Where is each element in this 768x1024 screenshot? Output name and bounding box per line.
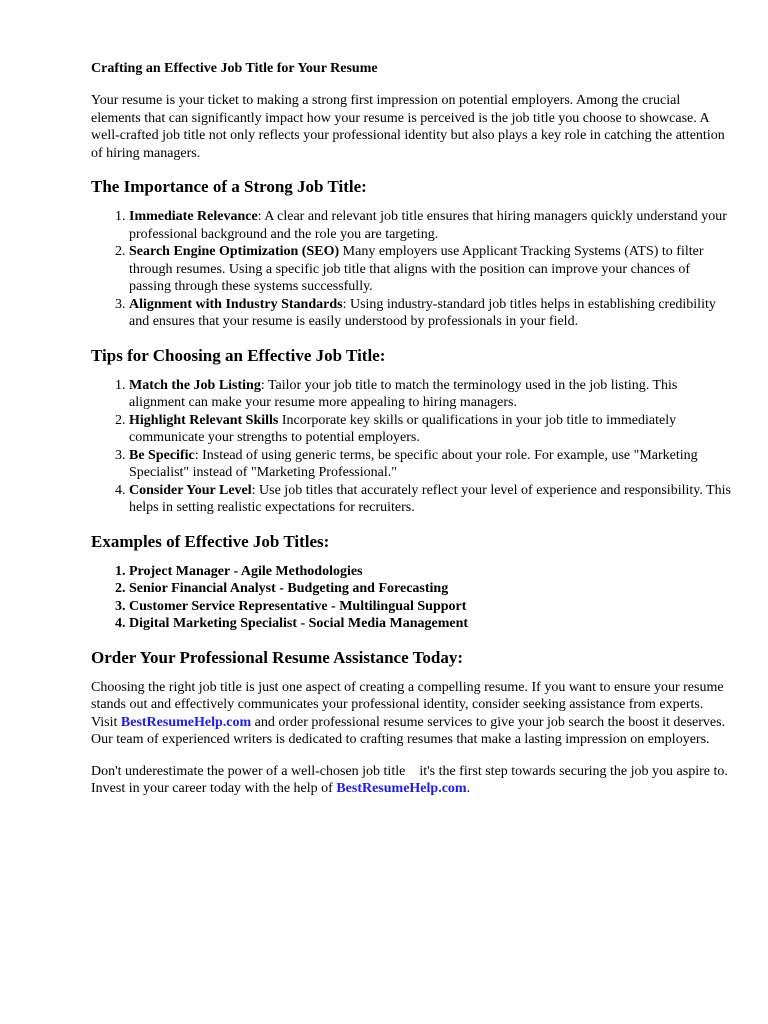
order-heading: Order Your Professional Resume Assistance Today: — [91, 647, 463, 667]
order-p1-before: Choosing the right job title is just one aspect of creating a compelling resume. If you want to ensure your resume stands out and effectively communicates your professional identity, consider seeking assistance from experts. Visit — [91, 679, 724, 730]
list-item — [129, 412, 731, 447]
list-item-text: Incorporate key skills or qualifications in your job title to immediately communicate your strengths to potential employers. — [129, 412, 677, 445]
list-item-text: : Use job titles that accurately reflect your level of experience and responsibility. This helps in setting realistic expectations for recruiters. — [129, 482, 731, 515]
list-item-text: Many employers use Applicant Tracking Systems (ATS) to filter through resumes. Using a specific job title that aligns with the position can improve your chances of passing through these systems successfully. — [129, 244, 704, 294]
order-p2-before: Don't underestimate the power of a well-chosen job title — [91, 763, 406, 779]
list-item-term: Consider Your Level — [129, 482, 252, 498]
examples-heading: Examples of Effective Job Titles: — [91, 531, 330, 551]
example-title-item: 3. Customer Service Representative - Multilingual Support — [129, 598, 731, 616]
order-p2-after: . — [466, 781, 471, 796]
bestresumehelp-link[interactable]: BestResumeHelp.com — [120, 714, 252, 730]
example-title-item: 1. Project Manager - Agile Methodologies — [129, 563, 731, 581]
list-item-text: : Tailor your job title to match the terminology used in the job listing. This alignment can make your resume more appealing to hiring managers. — [129, 377, 678, 410]
list-item-term: Search Engine Optimization (SEO) — [129, 244, 340, 259]
intro-paragraph: Your resume is your ticket to making a strong first impression on potential employers. Among the crucial elements that can significantly impact how your resume is perceived is the job title you choose to showcase. A well-crafted job title not only reflects your professional identity but also plays a key role in catching the attention of hiring managers. — [91, 93, 725, 161]
example-title-item: 2. Senior Financial Analyst - Budgeting and Forecasting — [129, 580, 731, 598]
list-item-text: : Using industry-standard job titles helps in establishing credibility and ensures that your resume is easily understood by professionals in your field. — [129, 296, 716, 329]
tips-list — [91, 377, 731, 517]
list-item-term: Be Specific — [129, 447, 195, 463]
list-item-term: Alignment with Industry Standards — [129, 296, 343, 312]
tips-heading: Tips for Choosing an Effective Job Title: — [91, 345, 386, 365]
order-paragraph-2 — [91, 763, 731, 798]
example-title-item: 4. Digital Marketing Specialist - Social Media Management — [129, 615, 731, 633]
bestresumehelp-link-2[interactable]: BestResumeHelp.com — [336, 781, 467, 796]
document-title: Crafting an Effective Job Title for Your Resume — [91, 61, 378, 76]
list-item-term: Match the Job Listing — [129, 377, 261, 393]
list-item-text: : Instead of using generic terms, be specific about your role. For example, use "Marketing Specialist" instead of "Marketing Professional." — [129, 447, 698, 480]
document-page — [91, 60, 731, 812]
order-p2-middle: it's the first step towards securing the job you aspire to. Invest in your career today with the help of — [91, 763, 728, 796]
list-item — [129, 377, 731, 412]
list-item — [129, 482, 731, 517]
list-item — [129, 243, 731, 296]
examples-list — [91, 563, 731, 633]
order-paragraph-1 — [91, 679, 731, 749]
importance-list — [91, 208, 731, 331]
list-item — [129, 208, 731, 243]
list-item-text: : A clear and relevant job title ensures that hiring managers quickly understand your professional background and the role you are targeting. — [129, 209, 727, 242]
list-item-term: Highlight Relevant Skills — [129, 412, 279, 428]
list-item — [129, 447, 731, 482]
importance-heading: The Importance of a Strong Job Title: — [91, 177, 367, 196]
list-item — [129, 296, 731, 331]
list-item-term: Immediate Relevance — [129, 209, 258, 224]
order-p1-after: and order professional resume services to give your job search the boost it deserves. Our team of experienced writers is dedicated to crafting resumes that make a lasting impression on employers. — [91, 714, 726, 747]
